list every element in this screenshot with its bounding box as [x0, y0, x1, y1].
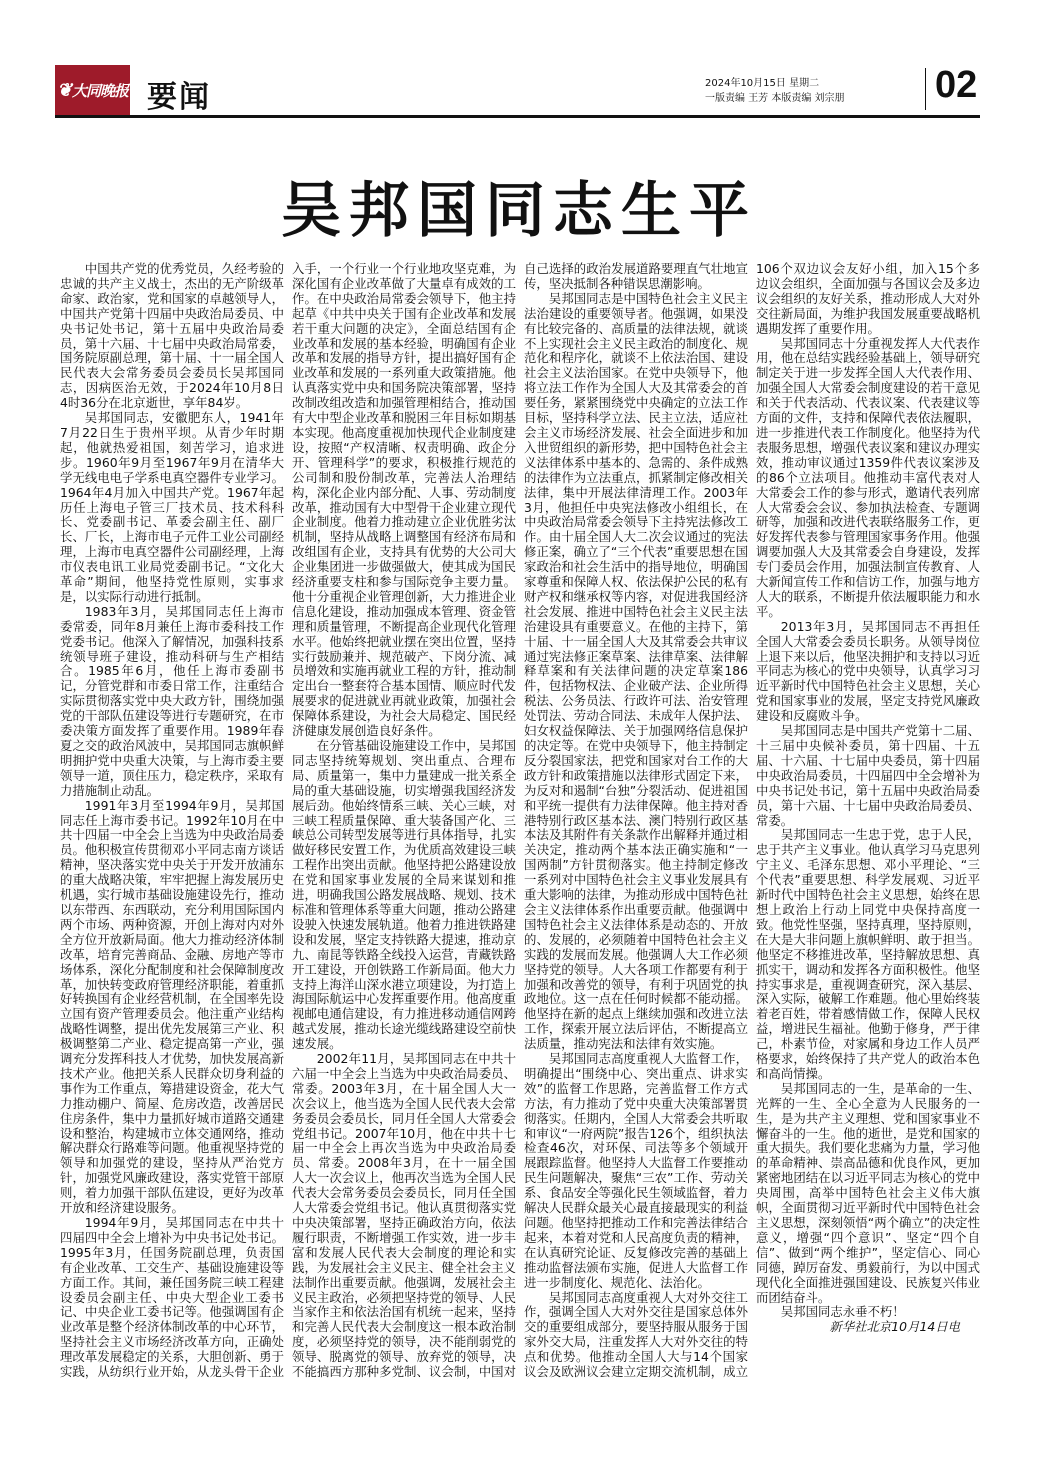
- paragraph: 吴邦国同志的一生，是革命的一生、光辉的一生、全心全意为人民服务的一生，是为共产主义理想、党和国家事业不懈奋斗的一生。他的逝世，是党和国家的重大损失。我们要化悲痛为力量，学习他的革命精神、崇高品德和优良作风，更加紧密地团结在以习近平同志为核心的党中央周围，高举中国特色社会主义伟大旗帜，全面贯彻习近平新时代中国特色社会主义思想，深刻领悟“两个确立”的决定性意义，增强“四个意识”、坚定“四个自信”、做到“两个维护”，坚定信心、同心同德，踔厉奋发、勇毅前行，为以中国式现代化全面推进强国建设、民族复兴伟业而团结奋斗。: [756, 1080, 980, 1305]
- editors: 一版责编 王芳 本版责编 刘宗朋: [705, 93, 845, 104]
- paragraph: 2002年11月，吴邦国同志在中共十六届一中全会上当选为中央政治局委员、常委。2003年3月，在十届全国人大一次会议上，他当选为全国人民代表大会常务委员会委员长，同月任全国人大常委会党组书记。2007年10月，他在中共十七届一中全会上再次当选为中央政治局委员、常委。2008年3月，在十一届全国人大一次会议上，他再次当选为全国人民代表大会常务委员会委员长，同月任全国人大常委会党组书记。他认真贯彻落实党中央决策部署，坚持正确政治方向，依法履行职责，不断增强工作实效，进一步丰富和发展人民代表大会制度的理论和实践，为发展社会主义民主、健全社会主义法制作出重要贡献。他强调，发展社会主义民主政治，必须把坚持党的领导、人民当家作主和依法治国有机统一起来，坚持和完善人民代表大会制度这一根本政治制度，必须坚持党的领导，决不能削弱党的领导、脱离党的领导、放弃党的领导，决不能搞西方那种多党制、议会制，中国对自己选择的政治发展道路要理直气壮地宣传，坚决抵制各种错误思潮影响。: [292, 261, 748, 1380]
- paragraph: 吴邦国同志一生忠于党，忠于人民，忠于共产主义事业。他认真学习马克思列宁主义、毛泽东思想、邓小平理论、“三个代表”重要思想、科学发展观、习近平新时代中国特色社会主义思想，始终在思想上政治上行动上同党中央保持高度一致。他党性坚强，坚持真理，坚持原则，在大是大非问题上旗帜鲜明、敢于担当。他坚定不移推进改革，坚持解放思想、真抓实干，调动和发挥各方面积极性。他坚持实事求是，重视调查研究，深入基层、深入实际，破解工作难题。他心里始终装着老百姓，带着感情做工作，保障人民权益，增进民生福祉。他勤于修身，严于律己，朴素节俭，对家属和身边工作人员严格要求，始终保持了共产党人的政治本色和高尚情操。: [756, 827, 980, 1081]
- paragraph: 吴邦国同志，安徽肥东人，1941年7月22日生于贵州平坝。从青少年时期起，他就热爱祖国，刻苦学习，追求进步。1960年9月至1967年9月在清华大学无线电电子学系电真空器件专业学习。1964年4月加入中国共产党。1967年起历任上海电子管三厂技术员、技术科科长、党委副书记、革委会副主任、副厂长、厂长，上海市电子元件工业公司副经理，上海市电真空器件公司副经理，上海市仪表电讯工业局党委副书记。“文化大革命”期间，他坚持党性原则，实事求是，以实际行动进行抵制。: [60, 410, 284, 604]
- paragraph: 1994年9月，吴邦国同志在中共十四届四中全会上增补为中央书记处书记。1995年3月，任国务院副总理，负责国有企业改革、工交生产、基础设施建设等方面工作。其间，兼任国务院三峡工程建设委员会副主任、中央大型企业工委书记、中央企业工委书记等。他强调国有企业改革是整个经济体制改革的中心环节，坚持社会主义市场经济改革方向，正确处理改革发展稳定的关系，大胆创新、勇于实践，从纺织行业开始，从龙头骨干企业入手，一个行业一个行业地攻坚克难，为深化国有企业改革做了大量卓有成效的工作。在中央政治局常委会领导下，他主持起草《中共中央关于国有企业改革和发展若干重大问题的决定》，全面总结国有企业改革和发展的基本经验，明确国有企业改革和发展的指导方针，提出搞好国有企业改革和发展的一系列重大政策措施。他认真落实党中央和国务院决策部署，坚持改制改组改造和加强管理相结合，推动国有大中型企业改革和脱困三年目标如期基本实现。他高度重视加快现代企业制度建设，按照“产权清晰、权责明确、政企分开、管理科学”的要求，积极推行规范的公司制和股份制改革，完善法人治理结构，深化企业内部分配、人事、劳动制度改革，推动国有大中型骨干企业建立现代企业制度。他着力推动建立企业优胜劣汰机制，坚持从战略上调整国有经济布局和改组国有企业，支持具有优势的大公司大企业集团进一步做强做大，使其成为国民经济重要支柱和参与国际竞争主要力量。他十分重视企业管理创新，大力推进企业信息化建设，推动加强成本管理、资金管理和质量管理，不断提高企业现代化管理水平。他始终把就业摆在突出位置，坚持实行鼓励兼并、规范破产、下岗分流、减员增效和实施再就业工程的方针，推动制定出台一整套符合基本国情、顺应时代发展要求的促进就业再就业政策，加强社会保障体系建设，为社会大局稳定、国民经济健康发展创造良好条件。: [60, 261, 516, 1380]
- flame-logo-icon: ❦: [56, 79, 72, 101]
- paragraph: 中国共产党的优秀党员，久经考验的忠诚的共产主义战士，杰出的无产阶级革命家、政治家，党和国家的卓越领导人，中国共产党第十四届中央政治局委员、中央书记处书记，第十五届中央政治局委员，第十六届、十七届中央政治局常委，国务院原副总理，第十届、十一届全国人民代表大会常务委员会委员长吴邦国同志，因病医治无效，于2024年10月8日4时36分在北京逝世，享年84岁。: [60, 261, 284, 411]
- section-name: 要闻: [147, 80, 211, 115]
- paragraph: 吴邦国同志高度重视人大对外交往工作，强调全国人大对外交往是国家总体外交的重要组成部分，要坚持服从服务于国家外交大局，注重发挥人大对外交往的特点和优势。他推动全国人大与14个国家议会及欧洲议会建立定期交流机制，成立106个双边议会友好小组，加入15个多边议会组织，全面加强与各国议会及多边议会组织的友好关系，推动形成人大对外交往新局面，为维护我国发展重要战略机遇期发挥了重要作用。: [524, 261, 980, 1380]
- paragraph: 吴邦国同志是中国共产党第十二届、十三届中央候补委员，第十四届、十五届、十六届、十七届中央委员，第十四届中央政治局委员，十四届四中全会增补为中央书记处书记，第十五届中央政治局委员，第十六届、十七届中央政治局委员、常委。: [756, 723, 980, 828]
- page-number: 02: [935, 64, 978, 106]
- closing-line: 吴邦国同志永垂不朽！: [780, 1304, 905, 1320]
- paragraph: 在分管基础设施建设工作中，吴邦国同志坚持统筹规划、突出重点、合理布局、质量第一，集中力量建成一批关系全局的重大基础设施，切实增强我国经济发展后劲。他始终情系三峡、关心三峡，对三峡工程质量保障、重大装备国产化、三峡总公司转型发展等进行具体指导，扎实做好移民安置工作，为优质高效建设三峡工程作出突出贡献。他坚持把公路建设放在党和国家事业发展的全局来谋划和推进，明确我国公路发展战略、规划、技术标准和管理体系等重大问题，推动公路建设驶入快速发展轨道。他着力推进铁路建设和发展，坚定支持铁路大提速，推动京九、南昆等铁路全线投入运营，青藏铁路开工建设，开创铁路工作新局面。他大力支持上海洋山深水港立项建设，为打造上海国际航运中心发挥重要作用。他高度重视邮电通信建设，有力推进移动通信网跨越式发展，推动长途光缆线路建设空前快速发展。: [292, 738, 516, 1052]
- dateline: 新华社北京10月14日电: [829, 1319, 960, 1335]
- article-title: 吴邦国同志生平: [281, 176, 757, 246]
- paragraph: 1983年3月，吴邦国同志任上海市委常委，同年8月兼任上海市委科技工作党委书记。他深入了解情况，加强科技系统领导班子建设，推动科研与生产相结合。1985年6月，他任上海市委副书记，分管党群和市委日常工作，注重结合实际贯彻落实党中央大政方针，围绕加强党的干部队伍建设等进行专题研究，在市委决策方面发挥了重要作用。1989年春夏之交的政治风波中，吴邦国同志旗帜鲜明拥护党中央重大决策，与上海市委主要领导一道，顶住压力，稳定秩序，采取有力措施制止动乱。: [60, 603, 284, 798]
- masthead: [55, 62, 980, 116]
- paragraph: 吴邦国同志是中国特色社会主义民主法治建设的重要领导者。他强调，如果没有比较完备的、高质量的法律法规，就谈不上实现社会主义民主政治的制度化、规范化和程序化，就谈不上依法治国、建设社会主义法治国家。在党中央领导下，他将立法工作作为全国人大及其常委会的首要任务，紧紧围绕党中央确定的立法工作目标，坚持科学立法、民主立法，适应社会主义市场经济发展、社会全面进步和加入世贸组织的新形势，把中国特色社会主义法律体系中基本的、急需的、条件成熟的法律作为立法重点，抓紧制定修改相关法律，集中开展法律清理工作。2003年3月，他担任中央宪法修改小组组长，在中央政治局常委会领导下主持宪法修改工作。由十届全国人大二次会议通过的宪法修正案，确立了“三个代表”重要思想在国家政治和社会生活中的指导地位，明确国家尊重和保障人权、依法保护公民的私有财产权和继承权等内容，对促进我国经济社会发展、推进中国特色社会主义民主法治建设具有重要意义。在他的主持下，第十届、十一届全国人大及其常委会共审议通过宪法修正案草案、法律草案、法律解释草案和有关法律问题的决定草案186件，包括物权法、企业破产法、企业所得税法、公务员法、行政许可法、治安管理处罚法、劳动合同法、未成年人保护法、妇女权益保障法、关于加强网络信息保护的决定等。在党中央领导下，他主持制定反分裂国家法，把党和国家对台工作的大政方针和政策措施以法律形式固定下来，为反对和遏制“台独”分裂活动、促进祖国和平统一提供有力法律保障。他主持对香港特别行政区基本法、澳门特别行政区基本法及其附件有关条款作出解释并通过相关决定，推动两个基本法正确实施和“一国两制”方针贯彻落实。他主持制定修改一系列对中国特色社会主义事业发展具有重大影响的法律，为推动形成中国特色社会主义法律体系作出重要贡献。他强调中国特色社会主义法律体系是动态的、开放的、发展的，必须随着中国特色社会主义实践的发展而发展。他强调人大工作必须坚持党的领导。人大各项工作都要有利于加强和改善党的领导，有利于巩固党的执政地位。这一点在任何时候都不能动摇。他坚持在新的起点上继续加强和改进立法工作，探索开展立法后评估，不断提高立法质量，推动宪法和法律有效实施。: [524, 290, 748, 1052]
- newspaper-logo: [55, 65, 130, 115]
- article-body: [60, 262, 980, 1380]
- paragraph: 吴邦国同志十分重视发挥人大代表作用，他在总结实践经验基础上，领导研究制定关于进一步发挥全国人大代表作用、加强全国人大常委会制度建设的若干意见和关于代表活动、代表议案、代表建议等方面的文件，支持和保障代表依法履职，进一步推进代表工作制度化。他坚持为代表服务思想，增强代表议案和建议办理实效，推动审议通过1359件代表议案涉及的86个立法项目。他推动丰富代表对人大常委会工作的参与形式，邀请代表列席人大常委会会议、参加执法检查、专题调研等，加强和改进代表联络服务工作，更好发挥代表参与管理国家事务作用。他强调要加强人大及其常委会自身建设，发挥专门委员会作用，加强法制宣传教育、人大新闻宣传工作和信访工作，加强与地方人大的联系，不断提升依法履职能力和水平。: [756, 335, 980, 619]
- issue-meta: [705, 76, 845, 106]
- logo-text: 大同晚报: [72, 81, 129, 100]
- paragraph: 吴邦国同志高度重视人大监督工作，明确提出“围绕中心、突出重点、讲求实效”的监督工作思路，完善监督工作方式方法，有力推动了党中央重大决策部署贯彻落实。任期内，全国人大常委会共听取和审议“一府两院”报告126个，组织执法检查46次，对环保、司法等多个领域开展跟踪监督。他坚持人大监督工作要推动民生问题解决，聚焦“三农”工作、劳动关系、食品安全等强化民生领域监督，着力解决人民群众最关心最直接最现实的利益问题。他坚持把推动工作和完善法律结合起来，本着对党和人民高度负责的精神，在认真研究论证、反复修改完善的基础上推动监督法颁布实施，促进人大监督工作进一步制度化、规范化、法治化。: [524, 1051, 748, 1290]
- divider: [925, 68, 926, 110]
- paragraph: 2013年3月，吴邦国同志不再担任全国人大常委会委员长职务。从领导岗位上退下来以后，他坚决拥护和支持以习近平同志为核心的党中央领导，认真学习习近平新时代中国特色社会主义思想，关心党和国家事业的发展，坚定支持党风廉政建设和反腐败斗争。: [756, 618, 980, 724]
- header-rule: [55, 115, 980, 118]
- issue-date: 2024年10月15日 星期二: [705, 78, 820, 89]
- paragraph: 1991年3月至1994年9月，吴邦国同志任上海市委书记。1992年10月在中共十四届一中全会上当选为中央政治局委员。他积极宣传贯彻邓小平同志南方谈话精神，坚决落实党中央关于开发开放浦东的重大战略决策，牢牢把握上海发展历史机遇，实行城市基础设施建设先行，推动以东带西、东西联动，充分利用国际国内两个市场、两种资源，开创上海对内对外全方位开放新局面。他大力推动经济体制改革，培育完善商品、金融、房地产等市场体系，深化分配制度和社会保障制度改革，加快转变政府管理经济职能，着重抓好转换国有企业经营机制，在全国率先设立国有资产管理委员会。他注重产业结构战略性调整，提出优先发展第三产业、积极调整第二产业、稳定提高第一产业，强调充分发挥科技人才优势，加快发展高新技术产业。他把关系人民群众切身利益的事作为工作重点，筹措建设资金，花大气力推动棚户、简屋、危房改造，改善居民住房条件，集中力量抓好城市道路交通建设和整治，构建城市立体交通网络，推动解决群众行路难等问题。他重视坚持党的领导和加强党的建设，坚持从严治党方针，加强党风廉政建设，落实党管干部原则，着力加强干部队伍建设，更好为改革开放和经济建设服务。: [60, 797, 284, 1216]
